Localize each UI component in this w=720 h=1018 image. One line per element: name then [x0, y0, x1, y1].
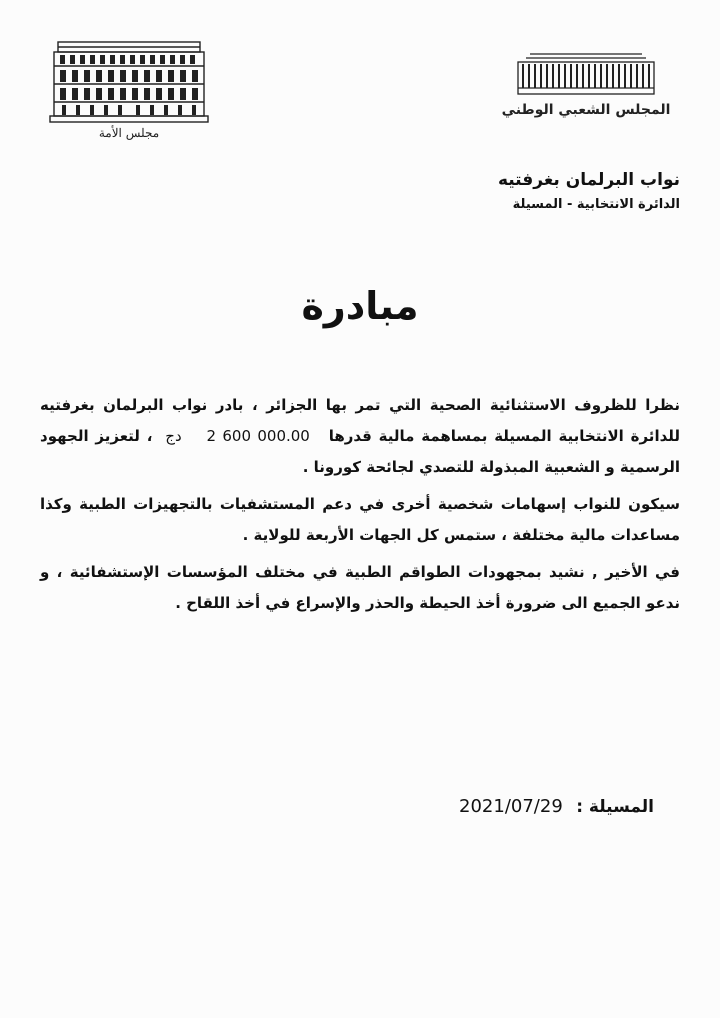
document-body [40, 390, 680, 625]
paragraph-1 [40, 390, 680, 483]
paragraph-1-part-2: ، لتعزيز الجهود الرسمية و الشعبية المبذولة للتصدي لجائحة كورونا . [40, 427, 680, 476]
date-line [459, 796, 654, 817]
document-date: 2021/07/29 [459, 796, 563, 817]
paragraph-1-part-1: نظرا للظروف الاستثنائية الصحية التي تمر بها الجزائر ، بادر نواب البرلمان بغرفتيه للدائرة الانتخابية المسيلة بمساهمة مالية قدرها [40, 396, 681, 445]
right-logo-caption: المجلس الشعبي الوطني [501, 102, 671, 118]
apn-logo [501, 48, 671, 126]
header-subtitle: الدائرة الانتخابية - المسيلة [512, 197, 680, 212]
paragraph-3: في الأخير , نشيد بمجهودات الطواقم الطبية في مختلف المؤسسات الإستشفائية ، و ندعو الجميع الى ضرورة أخذ الحيطة والحذر والإسراع في أخذ اللقاح . [40, 563, 680, 612]
paragraph-2: سيكون للنواب إسهامات شخصية أخرى في دعم المستشفيات بالتجهيزات الطبية وكذا مساعدات مالية مختلفة ، ستمس كل الجهات الأربعة للولاية . [40, 495, 680, 544]
document-header [498, 168, 680, 215]
council-of-the-nation-building-icon [48, 36, 210, 142]
left-logo-caption: مجلس الأمة [98, 126, 160, 140]
contribution-amount: 2 600 000.00 [206, 427, 310, 445]
apn-building-icon [501, 48, 671, 126]
council-of-the-nation-logo [48, 36, 210, 142]
place-label: المسيلة : [576, 797, 654, 817]
currency-label: دج [165, 427, 182, 445]
header-title: نواب البرلمان بغرفتيه [497, 170, 680, 190]
document-title: مبادرة [301, 284, 419, 328]
